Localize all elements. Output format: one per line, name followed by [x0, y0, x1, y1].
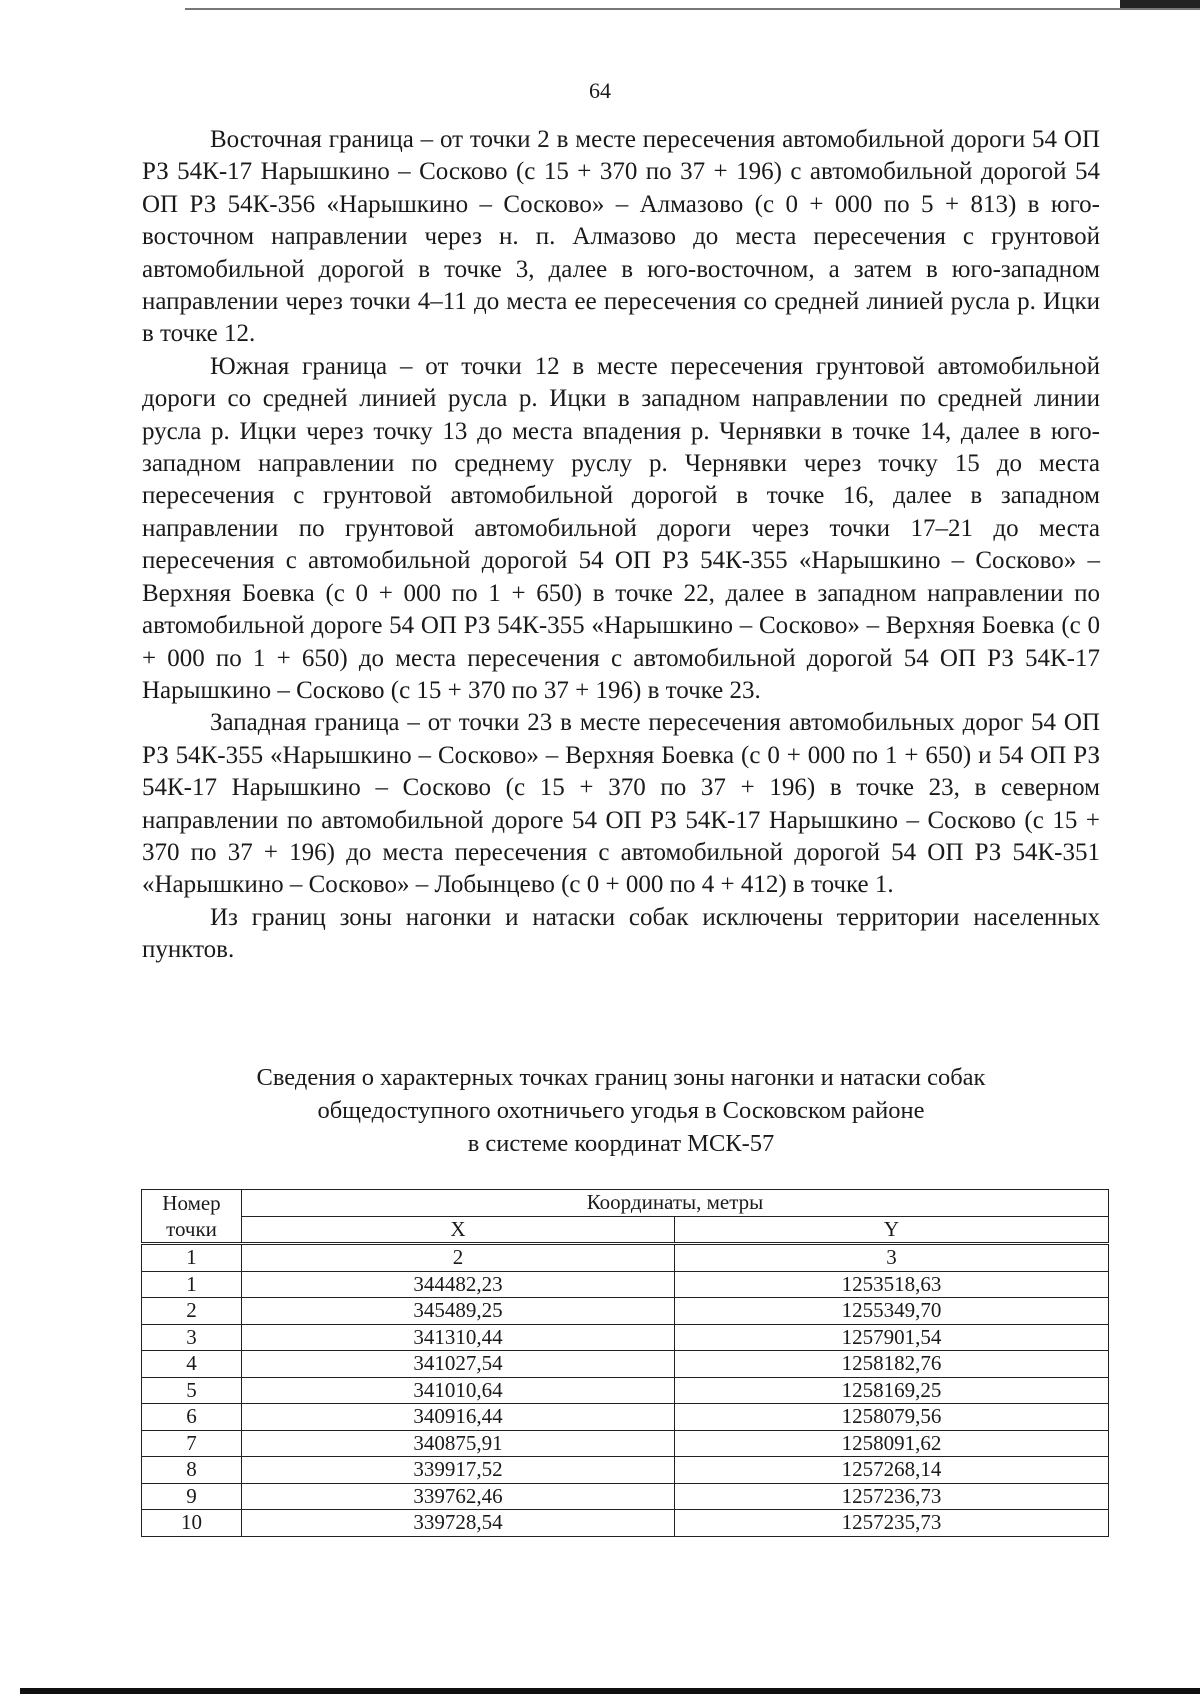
- cell-point: 4: [142, 1351, 242, 1378]
- paragraph-south-boundary: Южная граница – от точки 12 в месте пересечения грунтовой автомобильной дороги со средней линией русла р. Ицки в западном направлении по средней линии русла р. Ицки через точку 13 до места впадения р. Чернявки в точке 14, далее в юго-западном направлении по среднему руслу р. Чернявки через точку 15 до места пересечения с грунтовой автомобильной дорогой в точке 16, далее в западном направлении по грунтовой автомобильной дороги через точки 17–21 до места пересечения с автомобильной дорогой 54 ОП РЗ 54К-355 «Нарышкино – Сосково» – Верхняя Боевка (с 0 + 000 по 1 + 650) в точке 22, далее в западном направлении по автомобильной дороге 54 ОП РЗ 54К-355 «Нарышкино – Сосково» – Верхняя Боевка (с 0 + 000 по 1 + 650) до места пересечения с автомобильной дорогой 54 ОП РЗ 54К-17 Нарышкино – Сосково (с 15 + 370 по 37 + 196) в точке 23.: [142, 352, 1100, 704]
- paragraph-east-boundary: Восточная граница – от точки 2 в месте пересечения автомобильной дороги 54 ОП РЗ 54К-17 Нарышкино – Сосково (с 15 + 370 по 37 + 196) с автомобильной дорогой 54 ОП РЗ 54К-356 «Нарышкино – Сосково» – Алмазово (с 0 + 000 по 5 + 813) в юго-восточном направлении через н. п. Алмазово до места пересечения с грунтовой автомобильной дорогой в точке 3, далее в юго-восточном, а затем в юго-западном направлении через точки 4–11 до места ее пересечения со средней линией русла р. Ицки в точке 12.: [142, 126, 1100, 348]
- cell-x: 341310,44: [242, 1324, 675, 1351]
- page-number: 64: [589, 78, 611, 103]
- cell-point: 6: [142, 1404, 242, 1431]
- cell-point: 10: [142, 1510, 242, 1537]
- cell-y: 1257268,14: [675, 1457, 1109, 1484]
- cell-y: 1253518,63: [675, 1271, 1109, 1298]
- cell-x: 340875,91: [242, 1430, 675, 1457]
- cell-y: 1257236,73: [675, 1483, 1109, 1510]
- header-coordinates: Координаты, метры: [242, 1190, 1109, 1217]
- table-row: [142, 1483, 1109, 1510]
- cell-x: 339762,46: [242, 1483, 675, 1510]
- header-point-number-line1: Номер: [162, 1191, 221, 1215]
- table-row: [142, 1510, 1109, 1537]
- column-index-row: [142, 1244, 1109, 1272]
- paragraph-west-boundary: Западная граница – от точки 23 в месте пересечения автомобильных дорог 54 ОП РЗ 54К-355 «Нарышкино – Сосково» – Верхняя Боевка (с 0 + 000 по 1 + 650) и 54 ОП РЗ 54К-17 Нарышкино – Сосково (с 15 + 370 по 37 + 196) в точке 23, в северном направлении по автомобильной дороге 54 ОП РЗ 54К-17 Нарышкино – Сосково (с 15 + 370 по 37 + 196) до места пересечения с автомобильной дорогой 54 ОП РЗ 54К-351 «Нарышкино – Сосково» – Лобынцево (с 0 + 000 по 4 + 412) в точке 1.: [142, 709, 1100, 899]
- document-body: [142, 124, 1100, 967]
- caption-line-3: в системе координат МСК-57: [467, 1130, 775, 1157]
- table-row: [142, 1457, 1109, 1484]
- header-x: X: [242, 1216, 675, 1244]
- cell-x: 341010,64: [242, 1377, 675, 1404]
- cell-x: 345489,25: [242, 1298, 675, 1325]
- cell-y: 1255349,70: [675, 1298, 1109, 1325]
- column-index-1: 1: [142, 1244, 242, 1272]
- table-row: [142, 1324, 1109, 1351]
- cell-y: 1258182,76: [675, 1351, 1109, 1378]
- cell-x: 341027,54: [242, 1351, 675, 1378]
- caption-line-2: общедоступного охотничьего угодья в Сосковском районе: [317, 1097, 925, 1124]
- header-point-number: [142, 1190, 242, 1244]
- table-caption: [142, 1061, 1100, 1160]
- cell-point: 9: [142, 1483, 242, 1510]
- cell-x: 339728,54: [242, 1510, 675, 1537]
- scan-edge-bottom: [20, 1688, 1200, 1694]
- cell-x: 339917,52: [242, 1457, 675, 1484]
- cell-point: 3: [142, 1324, 242, 1351]
- cell-y: 1258169,25: [675, 1377, 1109, 1404]
- cell-point: 1: [142, 1271, 242, 1298]
- table-row: [142, 1271, 1109, 1298]
- coordinates-table: [141, 1189, 1109, 1537]
- scan-edge-top: [185, 8, 1200, 10]
- cell-y: 1258079,56: [675, 1404, 1109, 1431]
- coordinates-rows: [142, 1271, 1109, 1536]
- scan-corner-top: [1120, 0, 1200, 8]
- column-index-3: 3: [675, 1244, 1109, 1272]
- cell-y: 1258091,62: [675, 1430, 1109, 1457]
- caption-line-1: Сведения о характерных точках границ зоны нагонки и натаски собак: [256, 1064, 986, 1091]
- header-y: Y: [675, 1216, 1109, 1244]
- table-row: [142, 1351, 1109, 1378]
- table-row: [142, 1298, 1109, 1325]
- cell-x: 340916,44: [242, 1404, 675, 1431]
- cell-point: 8: [142, 1457, 242, 1484]
- cell-point: 2: [142, 1298, 242, 1325]
- cell-point: 7: [142, 1430, 242, 1457]
- cell-y: 1257235,73: [675, 1510, 1109, 1537]
- cell-point: 5: [142, 1377, 242, 1404]
- header-point-number-line2: точки: [166, 1217, 217, 1241]
- table-row: [142, 1430, 1109, 1457]
- paragraph-exclusions: Из границ зоны нагонки и натаски собак исключены территории населенных пунктов.: [142, 903, 1100, 964]
- cell-x: 344482,23: [242, 1271, 675, 1298]
- table-row: [142, 1404, 1109, 1431]
- column-index-2: 2: [242, 1244, 675, 1272]
- cell-y: 1257901,54: [675, 1324, 1109, 1351]
- table-row: [142, 1377, 1109, 1404]
